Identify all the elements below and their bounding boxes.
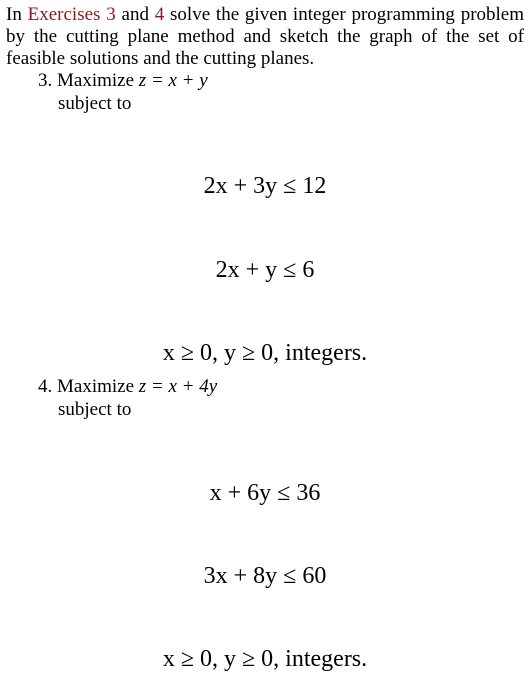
problem-3-constraint-3: x ≥ 0, y ≥ 0, integers. <box>162 340 368 366</box>
intro-pre: In <box>6 4 28 25</box>
problem-4-maximize-label: Maximize <box>57 376 135 397</box>
problem-3-heading <box>38 70 208 92</box>
problem-4-constraint-2: 3x + 8y ≤ 60 <box>203 563 327 589</box>
problem-4-objective: z = x + 4y <box>138 376 218 397</box>
problem-4-heading <box>38 376 217 398</box>
problem-4-constraint-1: x + 6y ≤ 36 <box>209 480 321 506</box>
exercise-3-link[interactable]: 3 <box>106 4 116 25</box>
problem-3-number: 3. <box>38 70 53 91</box>
problem-3-objective: z = x + y <box>138 70 208 91</box>
exercises-link[interactable]: Exercises <box>27 4 101 25</box>
exercise-4-link[interactable]: 4 <box>154 4 165 25</box>
problem-3-maximize-label: Maximize <box>57 70 135 91</box>
problem-4-subject-to: subject to <box>58 399 132 420</box>
intro-paragraph <box>6 4 524 70</box>
problem-3-constraint-2: 2x + y ≤ 6 <box>215 257 315 283</box>
intro-rest: solve the given integer programming problem by the cutting plane method and sketch the graph of the set of feasible solutions and the cutting planes. <box>6 4 525 69</box>
problem-3-constraint-1: 2x + 3y ≤ 12 <box>203 173 327 199</box>
problem-4-constraint-3: x ≥ 0, y ≥ 0, integers. <box>162 646 368 672</box>
problem-3-subject-to: subject to <box>58 93 132 114</box>
problem-4-number: 4. <box>38 376 53 397</box>
intro-mid: and <box>115 4 155 25</box>
